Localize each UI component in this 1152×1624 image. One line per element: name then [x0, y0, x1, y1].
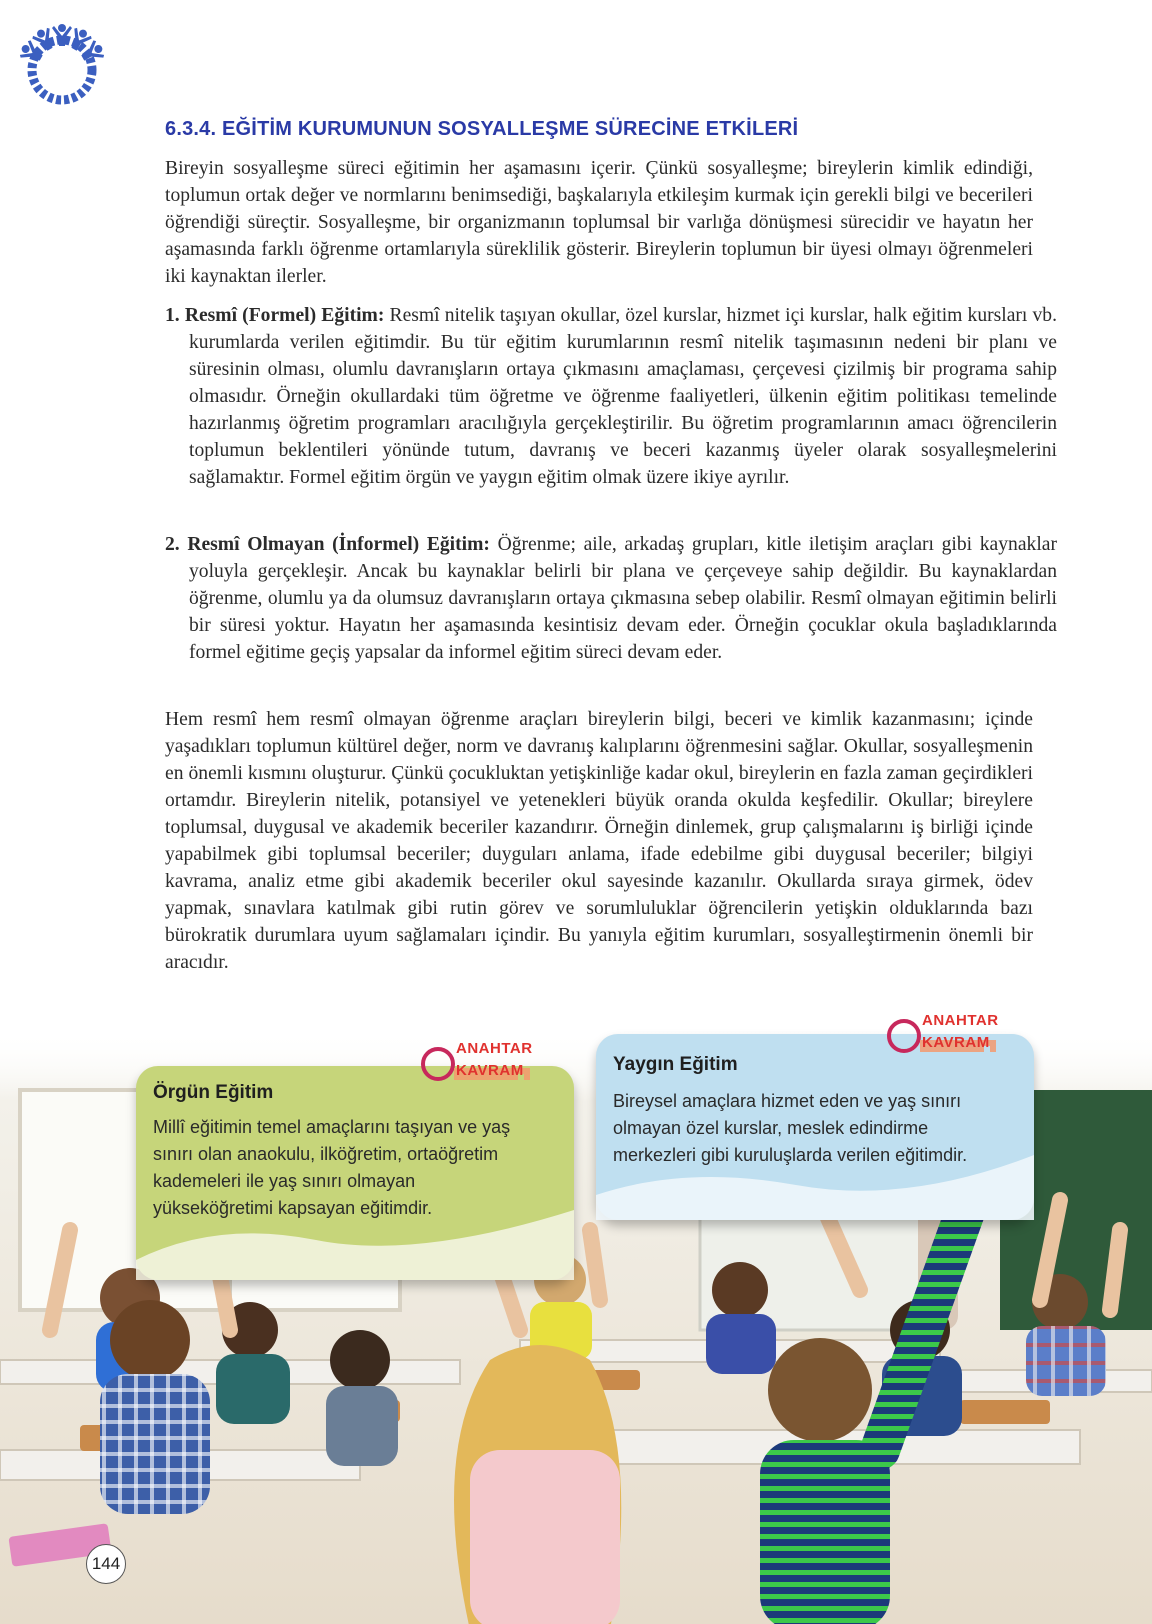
list-item-text: Resmî nitelik taşıyan okullar, özel kurslar, hizmet içi kurslar, halk eğitim kursları vb. kurumlarda verilen eğitimdir. Bu tür eğitim kurumlarının resmî nitelik taşımasının nedeni bir planı ve süresinin olması, olumlu davranışların ortaya çıkmasını amaçlaması, çerçevesi çizilmiş bir programa sahip olmasıdır. Örneğin okullardaki tüm öğretme ve öğrenme faaliyetleri, ülkenin eğitim politikası temelinde hazırlanmış öğretim programları aracılığıyla gerçekleştirilir. Bu öğretim programlarının amacı öğrencilerin toplumun beklentileri yönünde tutum, davranış ve beceri kazanmış üyeler olarak sosyalleşmelerini sağlamaktır. Formel eğitim örgün ve yaygın eğitim olmak üzere ikiye ayrılır.: [189, 305, 1057, 488]
badge-line2: KAVRAM: [922, 1034, 990, 1051]
page-number: 144: [86, 1544, 126, 1584]
list-item-informal: [165, 531, 1057, 666]
badge-line1: ANAHTAR: [456, 1040, 533, 1057]
key-concept-badge: [886, 1012, 1026, 1058]
people-circle-logo-icon: [14, 14, 110, 114]
list-item-text: Öğrenme; aile, arkadaş grupları, kitle iletişim araçları gibi kaynaklar yoluyla gerçekleşir. Ancak bu kaynaklar belirli bir plana ve çerçeveye sahip değildir. Bu kaynaklardan öğrenme, olumlu ya da olumsuz davranışların ortaya çıkmasına sebep olabilir. Resmî olmayan eğitimin belirli bir süresi yoktur. Hayatın her aşamasında kesintisiz devam eder. Örneğin çocuklar okula başladıklarında formel eğitime geçiş yapsalar da informel eğitim süreci devam eder.: [189, 534, 1057, 663]
card-text: Millî eğitimin temel amaçlarını taşıyan ve yaş sınırı olan anaokulu, ilköğretim, ortaöğretim kademeleri ile yaş sınırı olmayan yükseköğretimi kapsayan eğitimdir.: [153, 1117, 511, 1218]
closing-paragraph: Hem resmî hem resmî olmayan öğrenme araçları bireylerin bilgi, beceri ve kimlik kazanmasını; içinde yaşadıkları toplumun kültürel değer, norm ve davranış kalıplarını öğrenmesini sağlar. Okullar, sosyalleşmenin en önemli kısmını oluşturur. Çünkü çocukluktan yetişkinliğe kadar okul, bireylerin en fazla zaman geçirdikleri ortamdır. Bireylerin nitelik, potansiyel ve yetenekleri büyük oranda okulda keşfedilir. Okullar; bireylere toplumsal, duygusal ve akademik beceriler kazandırır. Örneğin dinlemek, grup çalışmalarını iş birliği içinde yapabilmek gibi toplumsal beceriler; duyguları anlama, ifade edebilme gibi duygusal beceriler; bilgiyi kavrama, analiz etme gibi akademik beceriler okul sayesinde kazanılır. Okullarda sıraya girmek, ödev yapmak, sınavlara katılmak gibi rutin görev ve sorumluluklar öğrencilerin yetişkin olduklarında bazı bürokratik durumlara uyum sağlamaları içindir. Bu yanıyla eğitim kurumları, sosyalleştirmenin önemli bir aracıdır.: [165, 709, 1033, 973]
key-concept-badge: [420, 1040, 560, 1086]
concept-card-orgun: [136, 1066, 574, 1280]
intro-paragraph: Bireyin sosyalleşme süreci eğitimin her aşamasını içerir. Çünkü sosyalleşme; bireylerin kimlik edindiği, toplumun ortak değer ve normlarını benimsediği, başkalarıyla etkileşim kurmak için gerekli bilgi ve becerileri öğrendiği süreçtir. Sosyalleşme, bir organizmanın toplumsal bir varlığa dönüşmesi sürecidir ve hayatın her aşamasında farklı öğrenme ortamlarıyla süreklilik gösterir. Bireylerin toplumun bir üyesi olmayı öğrenmeleri iki kaynaktan ilerler.: [165, 158, 1033, 287]
badge-line2: KAVRAM: [456, 1062, 524, 1079]
section-number: 6.3.4.: [165, 118, 217, 140]
section-heading: EĞİTİM KURUMUNUN SOSYALLEŞME SÜRECİNE ETKİLERİ: [222, 118, 799, 140]
card-text: Bireysel amaçlara hizmet eden ve yaş sınırı olmayan özel kurslar, meslek edindirme merkezleri gibi kuruluşlarda verilen eğitimdir.: [613, 1091, 968, 1165]
card-title: Yaygın Eğitim: [613, 1054, 738, 1075]
list-item-formal: [165, 302, 1057, 491]
list-item-label: 2. Resmî Olmayan (İnformel) Eğitim:: [165, 534, 490, 555]
badge-line1: ANAHTAR: [922, 1012, 999, 1029]
card-title: Örgün Eğitim: [153, 1082, 274, 1103]
concept-card-yaygin: [596, 1034, 1034, 1220]
section-title: [165, 118, 1065, 141]
list-item-label: 1. Resmî (Formel) Eğitim:: [165, 305, 385, 326]
